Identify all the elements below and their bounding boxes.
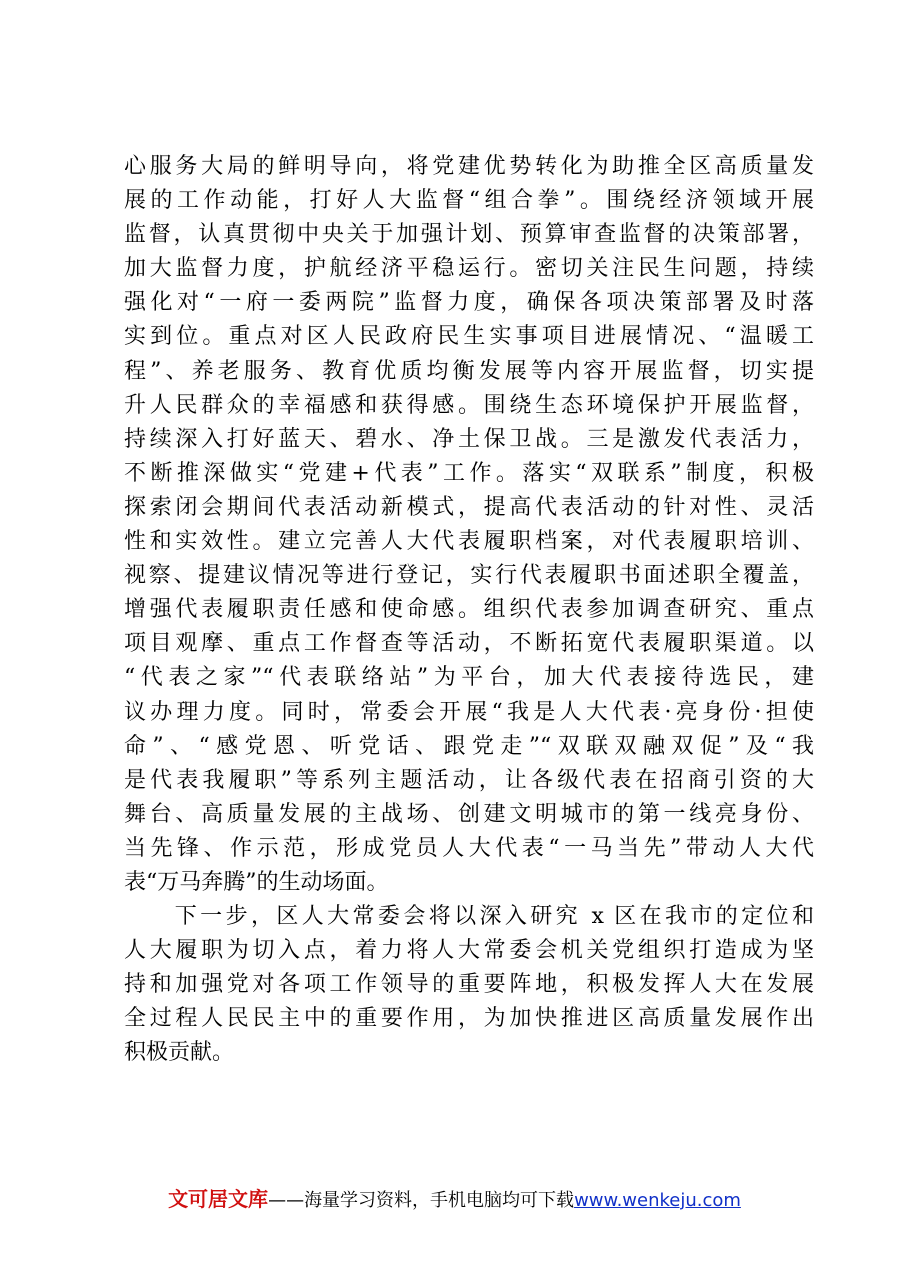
text-line: 人大履职为切入点，着力将人大常委会机关党组织打造成为坚 (124, 938, 814, 964)
text-line: 程”、养老服务、教育优质均衡发展等内容开展监督，切实提 (124, 358, 814, 384)
paragraph-end-line: 积极贡献。 (124, 1040, 235, 1066)
text-line: 项目观摩、重点工作督查等活动，不断拓宽代表履职渠道。以 (124, 631, 814, 657)
text-line: 性和实效性。建立完善人大代表履职档案，对代表履职培训、 (124, 529, 814, 555)
website-link[interactable]: www.wenkeju.com (574, 1190, 741, 1211)
text-line: 展的工作动能，打好人大监督“组合拳”。围绕经济领域开展 (124, 188, 814, 214)
text-line: 心服务大局的鲜明导向，将党建优势转化为助推全区高质量发 (124, 154, 814, 179)
text-line: 持续深入打好蓝天、碧水、净土保卫战。三是激发代表活力， (124, 426, 814, 452)
text-line: 命”、“感党恩、听党话、跟党走”“双联双融双促”及“我 (124, 733, 814, 759)
text-line: 监督，认真贯彻中央关于加强计划、预算审查监督的决策部署， (124, 222, 814, 248)
text-line: 探索闭会期间代表活动新模式，提高代表活动的针对性、灵活 (124, 494, 814, 520)
text-line: 舞台、高质量发展的主战场、创建文明城市的第一线亮身份、 (124, 801, 814, 827)
document-body (124, 150, 814, 1071)
text-line: 实到位。重点对区人民政府民生实事项目进展情况、“温暖工 (124, 324, 814, 350)
text-line: 升人民群众的幸福感和获得感。围绕生态环境保护开展监督， (124, 392, 814, 418)
text-line: 持和加强党对各项工作领导的重要阵地，积极发挥人大在发展 (124, 972, 814, 998)
footer-slogan: ——海量学习资料，手机电脑均可下载 (268, 1190, 575, 1211)
text-line: 增强代表履职责任感和使命感。组织代表参加调查研究、重点 (124, 597, 814, 623)
text-line: 视察、提建议情况等进行登记，实行代表履职书面述职全覆盖， (124, 563, 814, 589)
footer-banner (0, 1183, 909, 1212)
text-line: 不断推深做实“党建+代表”工作。落实“双联系”制度，积极 (124, 460, 814, 486)
text-line: “代表之家”“代表联络站”为平台，加大代表接待选民，建 (124, 665, 814, 691)
paragraph-start-line: 下一步，区人大常委会将以深入研究 x 区在我市的定位和 (124, 904, 814, 930)
text-line: 是代表我履职”等系列主题活动，让各级代表在招商引资的大 (124, 767, 814, 793)
text-line: 议办理力度。同时，常委会开展“我是人大代表·亮身份·担使 (124, 699, 814, 725)
text-line: 当先锋、作示范，形成党员人大代表“一马当先”带动人大代 (124, 835, 814, 861)
text-line: 加大监督力度，护航经济平稳运行。密切关注民生问题，持续 (124, 256, 814, 282)
text-line: 全过程人民民主中的重要作用，为加快推进区高质量发展作出 (124, 1006, 814, 1032)
paragraph-end-line: 表“万马奔腾”的生动场面。 (124, 869, 389, 895)
brand-name: 文可居文库 (168, 1187, 269, 1211)
text-line: 强化对“一府一委两院”监督力度，确保各项决策部署及时落 (124, 290, 814, 316)
